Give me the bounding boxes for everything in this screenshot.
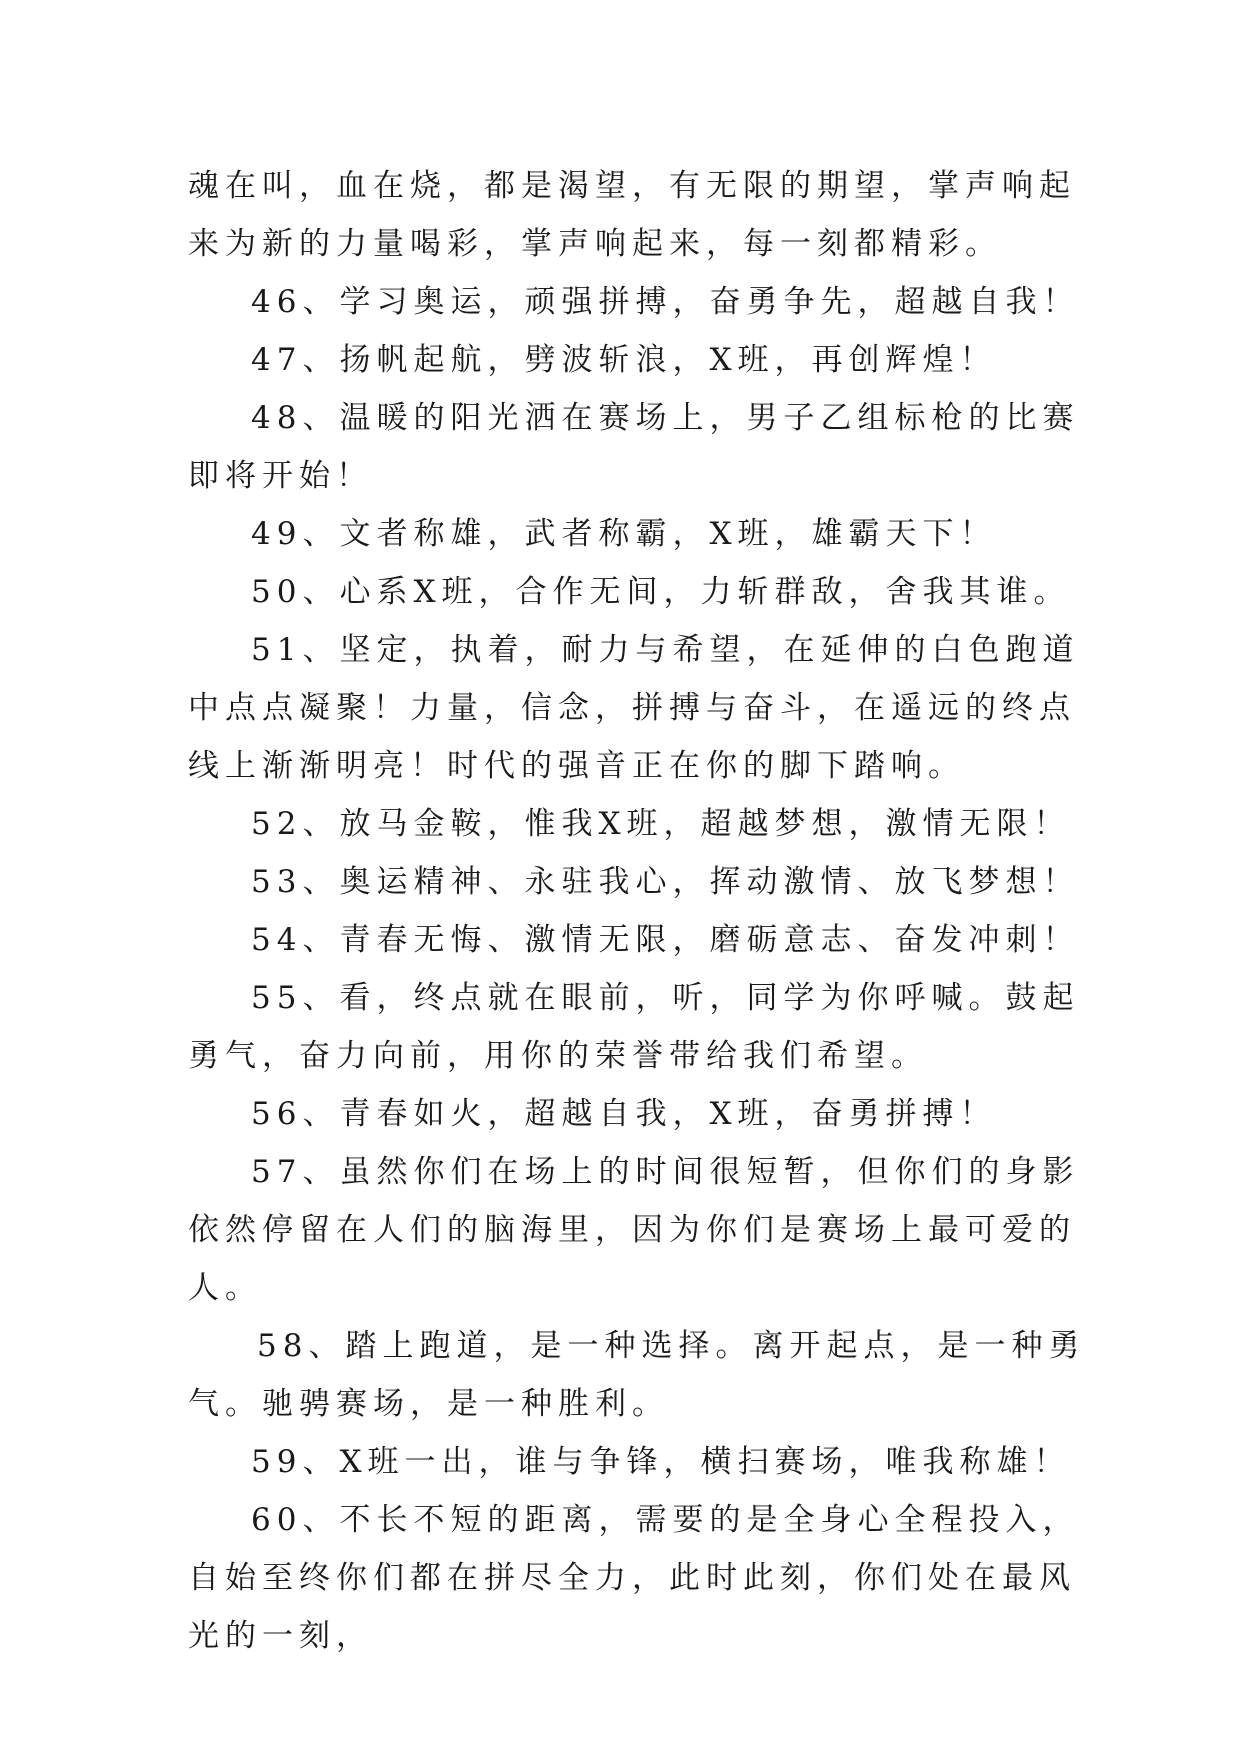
paragraph-54: 54、青春无悔、激情无限，磨砺意志、奋发冲刺！ — [251, 922, 1080, 958]
paragraph-53: 53、奥运精神、永驻我心，挥动激情、放飞梦想！ — [251, 864, 1080, 900]
paragraph-49: 49、文者称雄，武者称霸，X班，雄霸天下！ — [251, 516, 997, 552]
paragraph-continuation: 魂在叫，血在烧，都是渴望，有无限的期望，掌声响起来为新的力量喝彩，掌声响起来，每一刻都精彩。 — [188, 168, 1076, 262]
paragraph-52: 52、放马金鞍，惟我X班，超越梦想，激情无限！ — [251, 806, 1071, 842]
paragraph-47: 47、扬帆起航，劈波斩浪，X班，再创辉煌！ — [251, 342, 997, 378]
paragraph-59: 59、X班一出，谁与争锋，横扫赛场，唯我称雄！ — [251, 1444, 1071, 1480]
paragraph-48: 48、温暖的阳光洒在赛场上，男子乙组标枪的比赛即将开始！ — [188, 400, 1080, 494]
paragraph-57: 57、虽然你们在场上的时间很短暂，但你们的身影依然停留在人们的脑海里，因为你们是赛场上最可爱的人。 — [188, 1154, 1080, 1306]
paragraph-50: 50、心系X班，合作无间，力斩群敌，舍我其谁。 — [251, 574, 1071, 610]
paragraph-46: 46、学习奥运，顽强拼搏，奋勇争先，超越自我！ — [251, 284, 1080, 320]
paragraph-58: 58、踏上跑道，是一种选择。离开起点，是一种勇气。驰骋赛场，是一种胜利。 — [188, 1328, 1086, 1422]
document-body — [188, 157, 1088, 1665]
paragraph-56: 56、青春如火，超越自我，X班，奋勇拼搏！ — [251, 1096, 997, 1132]
paragraph-51: 51、坚定，执着，耐力与希望，在延伸的白色跑道中点点凝聚！力量，信念，拼搏与奋斗，在遥远的终点线上渐渐明亮！时代的强音正在你的脚下踏响。 — [188, 632, 1080, 784]
paragraph-55: 55、看，终点就在眼前，听，同学为你呼喊。鼓起勇气，奋力向前，用你的荣誉带给我们希望。 — [188, 980, 1080, 1074]
paragraph-60: 60、不长不短的距离，需要的是全身心全程投入，自始至终你们都在拼尽全力，此时此刻，你们处在最风光的一刻， — [188, 1502, 1080, 1654]
